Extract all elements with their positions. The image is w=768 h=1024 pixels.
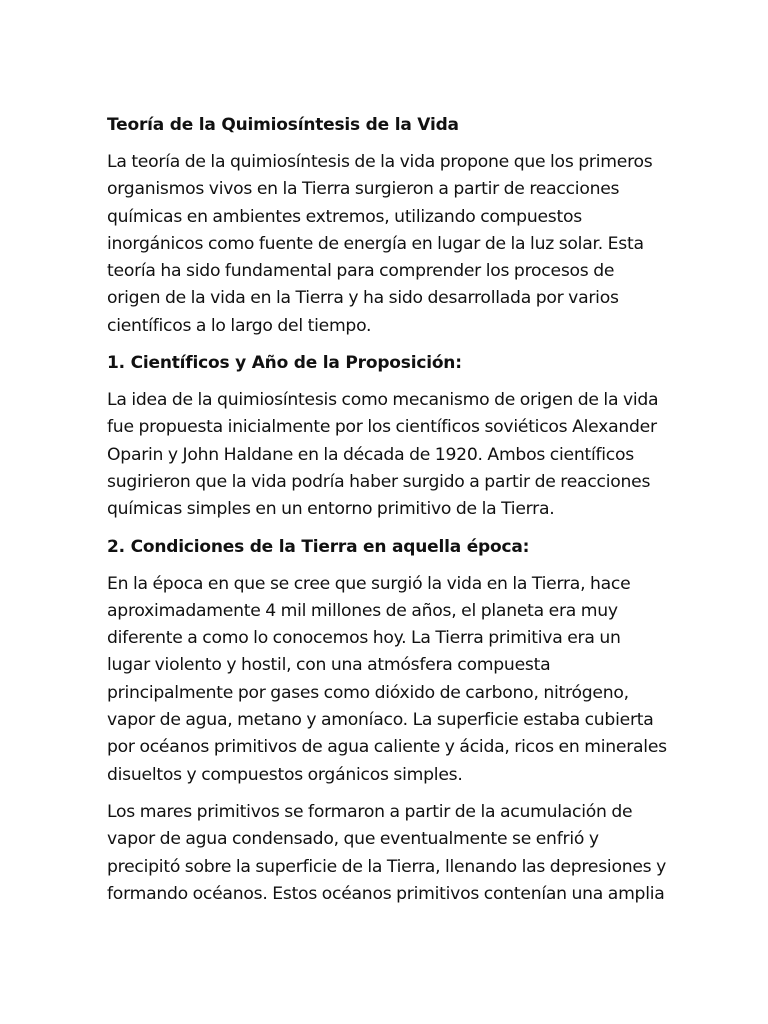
- section-2-paragraph-2: Los mares primitivos se formaron a partir de la acumulación de vapor de agua condensado, que eventualmente se enfrió y precipitó sobre la superficie de la Tierra, llenando las depresiones y formando océanos. Estos océanos primitivos contenían una amplia: [107, 801, 667, 904]
- intro-paragraph: La teoría de la quimiosíntesis de la vida propone que los primeros organismos vivos en la Tierra surgieron a partir de reacciones químicas en ambientes extremos, utilizando compuestos inorgánicos como fuente de energía en lugar de la luz solar. Esta teoría ha sido fundamental para comprender los procesos de origen de la vida en la Tierra y ha sido desarrollada por varios científicos a lo largo del tiempo.: [107, 152, 653, 336]
- section-2-paragraph-1: En la época en que se cree que surgió la vida en la Tierra, hace aproximadamente 4 mil millones de años, el planeta era muy diferente a como lo conocemos hoy. La Tierra primitiva era un lugar violento y hostil, con una atmósfera compuesta principalmente por gases como dióxido de carbono, nitrógeno, vapor de agua, metano y amoníaco. La superficie estaba cubierta por océanos primitivos de agua caliente y ácida, ricos en minerales disueltos y compuestos orgánicos simples.: [107, 573, 667, 785]
- document-page: [107, 112, 667, 918]
- document-title: Teoría de la Quimiosíntesis de la Vida: [107, 115, 459, 135]
- section-1-paragraph: La idea de la quimiosíntesis como mecanismo de origen de la vida fue propuesta inicialmente por los científicos soviéticos Alexander Oparin y John Haldane en la década de 1920. Ambos científicos sugirieron que la vida podría haber surgido a partir de reacciones químicas simples en un entorno primitivo de la Tierra.: [107, 390, 659, 520]
- section-2-heading: 2. Condiciones de la Tierra en aquella época:: [107, 536, 530, 557]
- section-1-heading: 1. Científicos y Año de la Proposición:: [107, 353, 462, 374]
